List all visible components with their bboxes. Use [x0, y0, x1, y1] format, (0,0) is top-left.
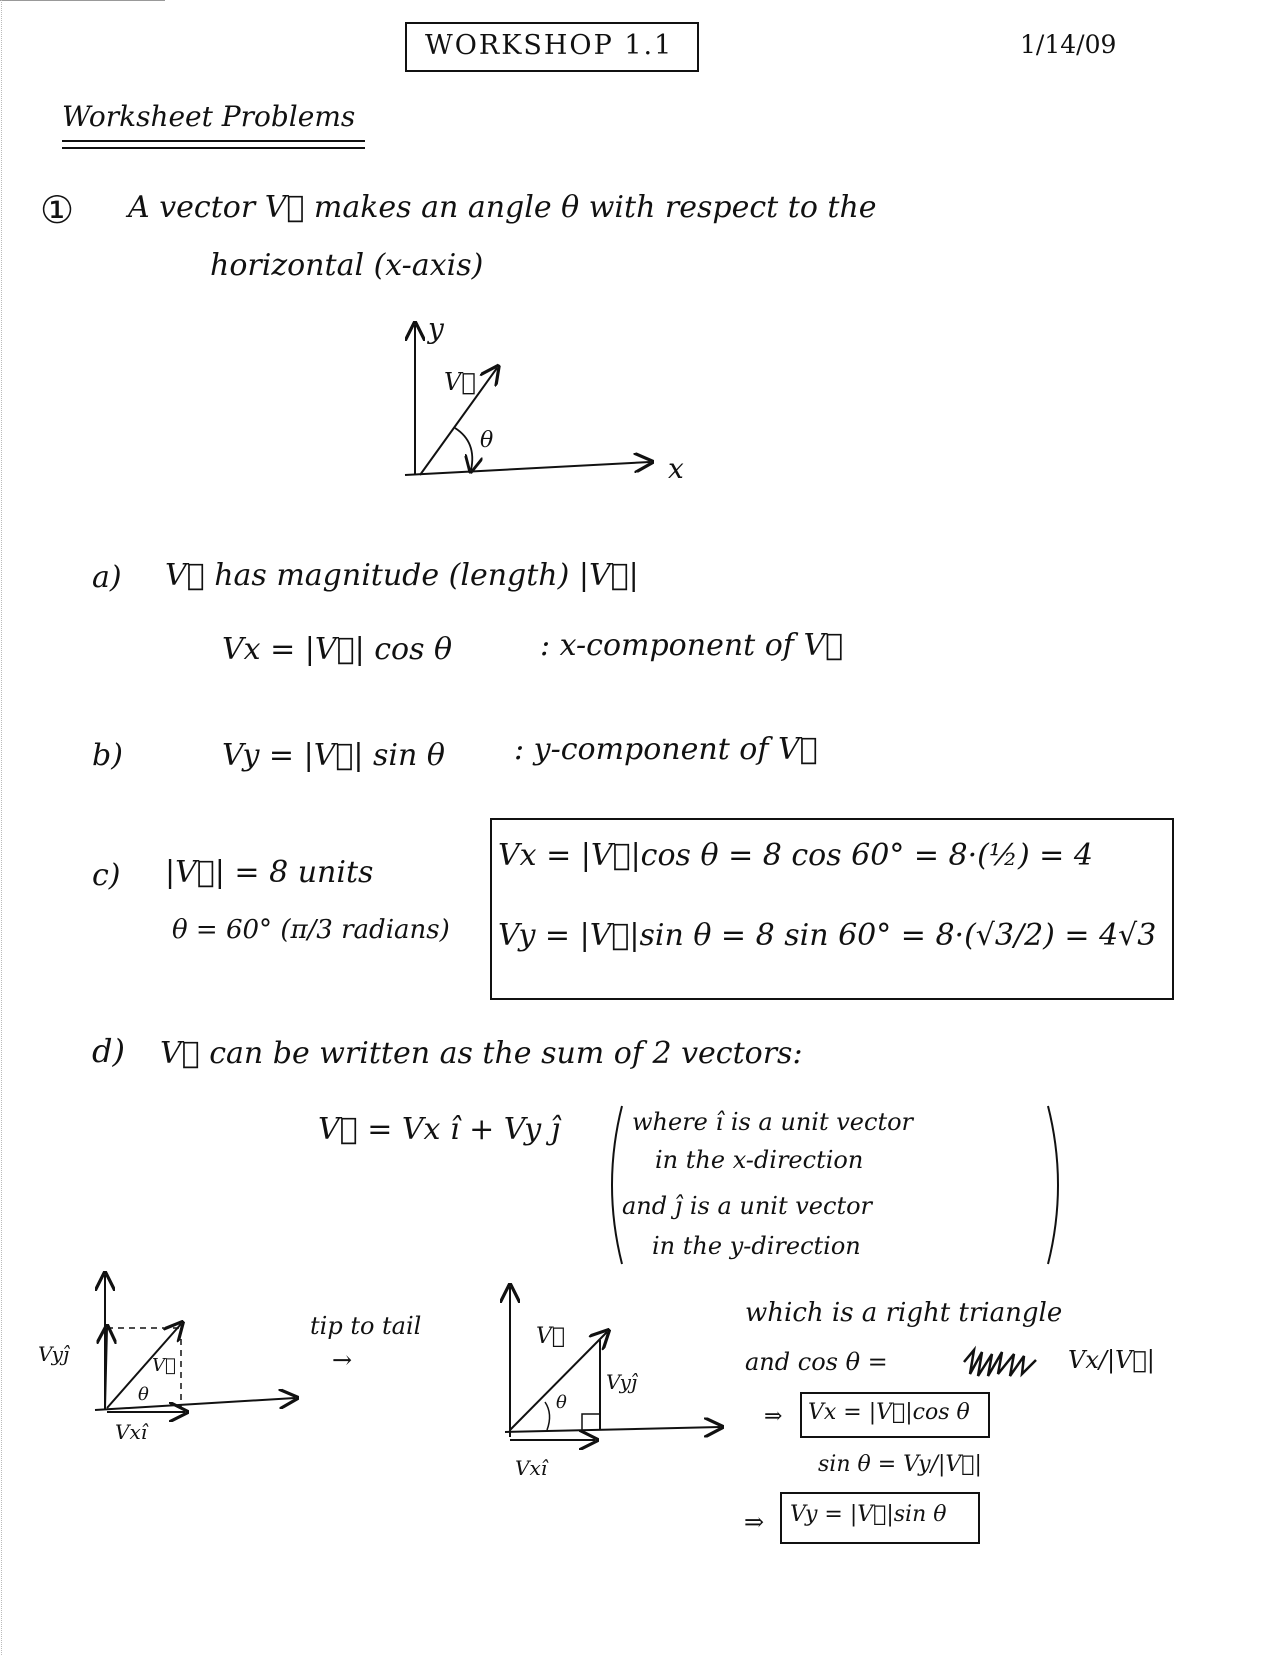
right-triangle-line: which is a right triangle: [745, 1298, 1063, 1328]
left-fig-vx-label: Vxî: [115, 1420, 148, 1444]
mid-fig-v-label: V⃗: [536, 1324, 566, 1349]
part-d-where2: in the x-direction: [655, 1146, 864, 1174]
tip-to-tail-figure: [495, 1282, 745, 1452]
part-c-result-y: Vy = |V⃗|sin θ = 8 sin 60° = 8·(√3/2) = 4√3: [498, 918, 1157, 953]
part-d-line1: V⃗ can be written as the sum of 2 vectors:: [160, 1036, 803, 1071]
problem-number: ①: [40, 188, 75, 232]
part-b-note: : y-component of V⃗: [514, 732, 818, 767]
part-a-line1: V⃗ has magnitude (length) |V⃗|: [165, 558, 639, 593]
part-d-where1: where î is a unit vector: [632, 1108, 914, 1136]
left-fig-angle-label: θ: [138, 1384, 149, 1405]
left-fig-vy-label: Vyĵ: [38, 1342, 70, 1366]
heading-underline: [60, 138, 370, 152]
part-d-where3: and ĵ is a unit vector: [622, 1192, 873, 1220]
scribble: [960, 1346, 1040, 1380]
result-box-x-text: Vx = |V⃗|cos θ: [808, 1400, 970, 1425]
left-fig-v-label: V⃗: [152, 1355, 176, 1376]
part-c-given1: |V⃗| = 8 units: [165, 855, 374, 890]
mid-fig-vy-label: Vyĵ: [606, 1370, 638, 1394]
part-a-note: : x-component of V⃗: [540, 628, 844, 663]
problem-intro-line2: horizontal (x-axis): [210, 248, 484, 283]
part-c-given2: θ = 60° (π/3 radians): [172, 915, 450, 945]
part-d-formula: V⃗ = Vx î + Vy ĵ: [318, 1112, 561, 1147]
problem-intro-line1: A vector V⃗ makes an angle θ with respect to the: [128, 190, 877, 225]
part-d-where4: in the y-direction: [652, 1232, 861, 1260]
scan-edge-left: [1, 0, 2, 1655]
part-b-label: b): [92, 738, 123, 773]
implies-1: ⇒: [764, 1404, 783, 1429]
sin-line: sin θ = Vy/|V⃗|: [818, 1452, 982, 1477]
figure-vector-label: V⃗: [444, 368, 476, 396]
figure-y-label: y: [428, 312, 444, 345]
cos-value: Vx/|V⃗|: [1068, 1346, 1155, 1374]
cos-line: and cos θ =: [745, 1348, 888, 1376]
date: 1/14/09: [1020, 30, 1117, 59]
figure-x-label: x: [668, 452, 684, 485]
part-b-formula: Vy = |V⃗| sin θ: [222, 738, 445, 773]
implies-2: ⇒: [744, 1508, 765, 1536]
mid-fig-vx-label: Vxî: [515, 1456, 548, 1480]
part-c-result-x: Vx = |V⃗|cos θ = 8 cos 60° = 8·(½) = 4: [498, 838, 1093, 873]
part-a-label: a): [92, 560, 122, 595]
part-c-label: c): [92, 858, 121, 893]
tip-to-tail-arrow: →: [332, 1346, 353, 1374]
components-figure: [85, 1270, 315, 1420]
result-box-y-text: Vy = |V⃗|sin θ: [790, 1502, 947, 1527]
page-title: WORKSHOP 1.1: [425, 30, 674, 61]
mid-fig-angle-label: θ: [556, 1392, 567, 1413]
figure-angle-label: θ: [480, 428, 494, 453]
part-d-label: d): [92, 1032, 125, 1070]
scan-edge-top: [0, 0, 165, 1]
tip-to-tail-label: tip to tail: [310, 1312, 422, 1340]
part-a-formula: Vx = |V⃗| cos θ: [222, 632, 453, 667]
section-heading: Worksheet Problems: [62, 100, 356, 133]
